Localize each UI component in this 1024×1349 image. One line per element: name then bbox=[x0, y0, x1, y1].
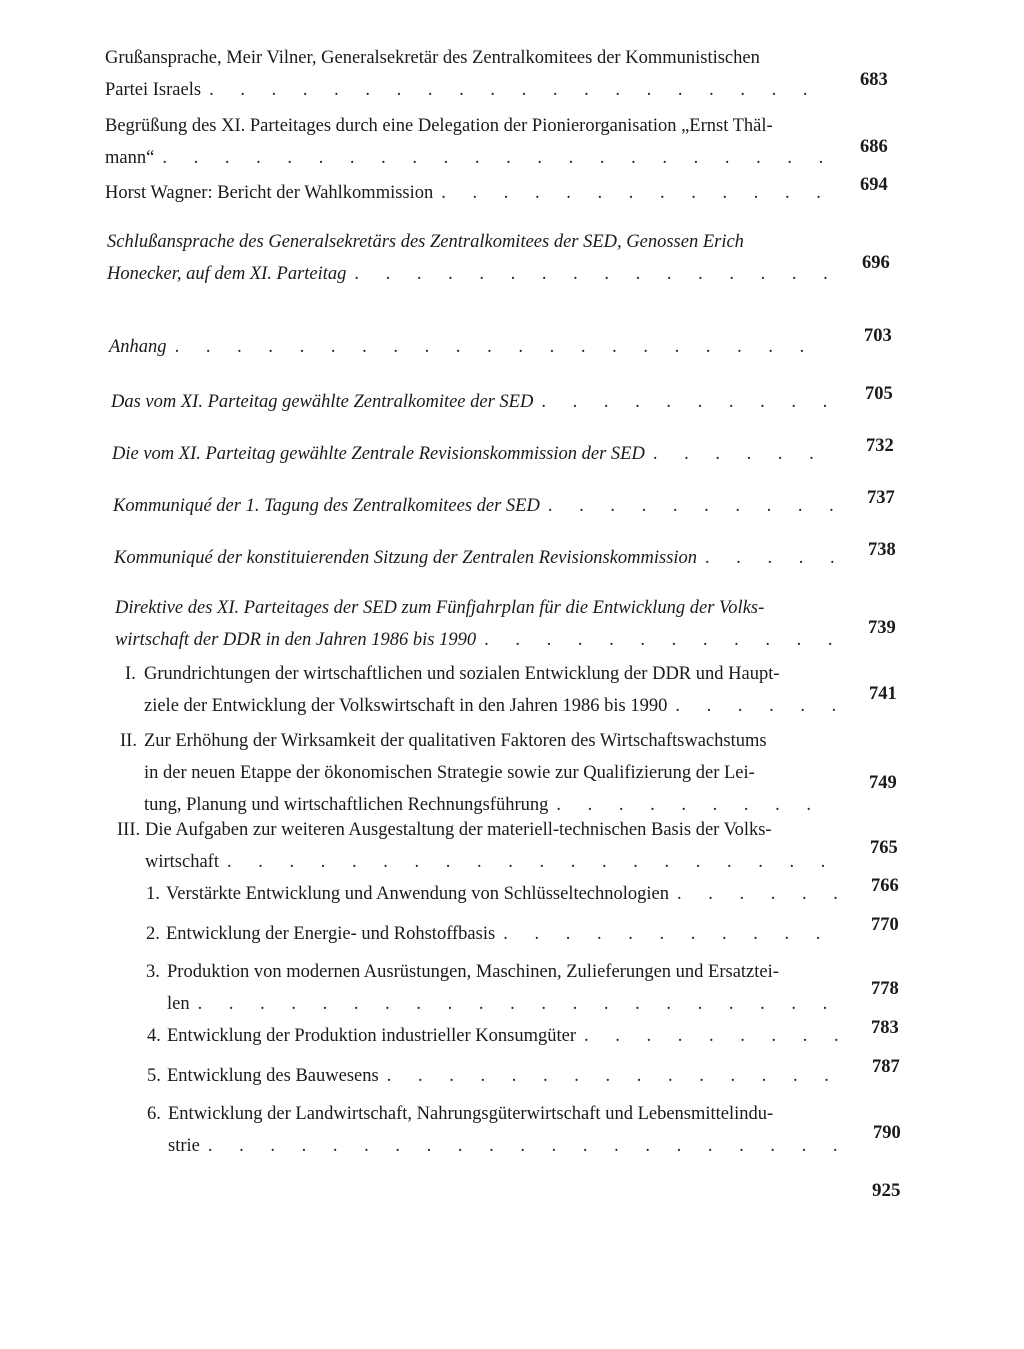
toc-entry-title: Produktion von modernen Ausrüstungen, Maschinen, Zulieferungen und Ersatztei- bbox=[167, 962, 779, 982]
dot-leader bbox=[495, 918, 840, 950]
toc-entry bbox=[146, 918, 840, 950]
toc-entry-title-cont: strie bbox=[168, 1136, 200, 1156]
toc-entry-title-cont: Partei Israels bbox=[105, 80, 202, 100]
dot-leader bbox=[190, 988, 841, 1020]
toc-entry-title-cont: wirtschaft der DDR in den Jahren 1986 bis 1990 bbox=[115, 630, 477, 650]
toc-entry bbox=[105, 42, 830, 106]
toc-page-number: 705 bbox=[865, 384, 893, 404]
toc-entry-title: Direktive des XI. Parteitages der SED zum Fünfjahrplan für die Entwicklung der Volks- bbox=[115, 598, 765, 618]
toc-entry-title: Die Aufgaben zur weiteren Ausgestaltung der materiell-technischen Basis der Volks- bbox=[145, 820, 772, 840]
toc-entry-title: Kommuniqué der 1. Tagung des Zentralkomitees der SED bbox=[113, 496, 540, 516]
toc-page-number: 783 bbox=[871, 1018, 899, 1038]
dot-leader bbox=[476, 624, 837, 656]
section-number: 5. bbox=[147, 1066, 161, 1086]
toc-entry bbox=[112, 438, 834, 470]
section-number: 4. bbox=[147, 1026, 161, 1046]
toc-entry-title: Schlußansprache des Generalsekretärs des Zentralkomitees der SED, Genossen Erich bbox=[107, 232, 744, 252]
toc-entry bbox=[105, 177, 830, 209]
toc-entry-title-cont: wirtschaft bbox=[145, 852, 219, 872]
section-number: 2. bbox=[146, 924, 160, 944]
dot-leader bbox=[645, 438, 834, 470]
toc-page-number: 703 bbox=[864, 326, 892, 346]
toc-entry-title-cont: Honecker, auf dem XI. Parteitag bbox=[107, 264, 347, 284]
section-number: 1. bbox=[146, 884, 160, 904]
toc-entry bbox=[109, 331, 832, 363]
toc-entry bbox=[146, 878, 840, 910]
toc-entry bbox=[105, 110, 830, 174]
toc-entry-title: Zur Erhöhung der Wirksamkeit der qualitativen Faktoren des Wirtschaftswachstums bbox=[144, 731, 767, 751]
toc-entry-title-cont: mann“ bbox=[105, 148, 155, 168]
dot-leader bbox=[667, 690, 837, 722]
toc-entry-title: Horst Wagner: Bericht der Wahlkommission bbox=[105, 183, 434, 203]
toc-entry-title: Entwicklung der Produktion industrieller Konsumgüter bbox=[167, 1026, 576, 1046]
toc-page-number: 787 bbox=[872, 1057, 900, 1077]
toc-entry-title: Kommuniqué der konstituierenden Sitzung der Zentralen Revisionskommission bbox=[114, 548, 698, 568]
toc-page-number: 766 bbox=[871, 876, 899, 896]
toc-page-number: 694 bbox=[860, 175, 888, 195]
toc-page-number: 696 bbox=[862, 253, 890, 273]
section-number: I. bbox=[125, 664, 136, 684]
section-number: 3. bbox=[146, 962, 160, 982]
toc-entry bbox=[111, 386, 832, 418]
toc-entry-title: Die vom XI. Parteitag gewählte Zentrale Revisionskommission der SED bbox=[112, 444, 645, 464]
toc-entry bbox=[107, 226, 830, 290]
toc-page-number: 741 bbox=[869, 684, 897, 704]
section-number: 6. bbox=[147, 1104, 161, 1124]
toc-entry-title: Grußansprache, Meir Vilner, Generalsekretär des Zentralkomitees der Kommunistischen bbox=[105, 48, 760, 68]
dot-leader bbox=[576, 1020, 841, 1052]
dot-leader bbox=[167, 331, 832, 363]
dot-leader bbox=[533, 386, 832, 418]
toc-page-number: 765 bbox=[870, 838, 898, 858]
toc-entry-title-cont: in der neuen Etappe der ökonomischen Strategie sowie zur Qualifizierung der Lei- bbox=[144, 763, 755, 783]
toc-page-number: 738 bbox=[868, 540, 896, 560]
dot-leader bbox=[433, 177, 830, 209]
section-number: II. bbox=[120, 731, 137, 751]
toc-page-number: 749 bbox=[869, 773, 897, 793]
toc-entry-title: Entwicklung der Landwirtschaft, Nahrungsgüterwirtschaft und Lebensmittelindu- bbox=[168, 1104, 774, 1124]
dot-leader bbox=[346, 258, 830, 290]
toc-entry-title-cont: len bbox=[167, 994, 190, 1014]
toc-page-number: 686 bbox=[860, 137, 888, 157]
toc-entry-title-cont: tung, Planung und wirtschaftlichen Rechnungsführung bbox=[144, 795, 549, 815]
toc-page-number: 683 bbox=[860, 70, 888, 90]
toc-entry-title-cont: ziele der Entwicklung der Volkswirtschaft in den Jahren 1986 bis 1990 bbox=[144, 696, 668, 716]
toc-entry-title: Begrüßung des XI. Parteitages durch eine Delegation der Pionierorganisation „Ernst Thäl- bbox=[105, 116, 773, 136]
toc-entry bbox=[146, 956, 841, 1020]
toc-entry bbox=[147, 1060, 842, 1092]
section-number: III. bbox=[117, 820, 141, 840]
dot-leader bbox=[697, 542, 836, 574]
dot-leader bbox=[219, 846, 839, 878]
toc-entry bbox=[147, 1098, 842, 1162]
toc-page-number: 739 bbox=[868, 618, 896, 638]
toc-page-number: 732 bbox=[866, 436, 894, 456]
toc-entry-title: Entwicklung der Energie- und Rohstoffbasis bbox=[166, 924, 496, 944]
dot-leader bbox=[540, 490, 835, 522]
toc-entry bbox=[114, 542, 836, 574]
toc-entry bbox=[113, 490, 835, 522]
toc-entry-title: Grundrichtungen der wirtschaftlichen und sozialen Entwicklung der DDR und Haupt- bbox=[144, 664, 780, 684]
toc-page-number: 737 bbox=[867, 488, 895, 508]
dot-leader bbox=[200, 1130, 842, 1162]
dot-leader bbox=[201, 74, 830, 106]
toc-entry bbox=[125, 658, 837, 722]
dot-leader bbox=[669, 878, 840, 910]
dot-leader bbox=[379, 1060, 842, 1092]
toc-page-number: 778 bbox=[871, 979, 899, 999]
toc-entry bbox=[147, 1020, 841, 1052]
toc-page-number: 790 bbox=[873, 1123, 901, 1143]
dot-leader bbox=[154, 142, 830, 174]
toc-entry-title: Entwicklung des Bauwesens bbox=[167, 1066, 379, 1086]
toc-entry bbox=[117, 814, 839, 878]
toc-entry bbox=[120, 725, 837, 821]
toc-entry-title: Anhang bbox=[109, 337, 167, 357]
toc-entry-title: Das vom XI. Parteitag gewählte Zentralkomitee der SED bbox=[111, 392, 534, 412]
toc-entry-title: Verstärkte Entwicklung und Anwendung von Schlüsseltechnologien bbox=[166, 884, 670, 904]
toc-entry bbox=[115, 592, 837, 656]
page-number: 925 bbox=[872, 1180, 901, 1201]
toc-page-number: 770 bbox=[871, 915, 899, 935]
